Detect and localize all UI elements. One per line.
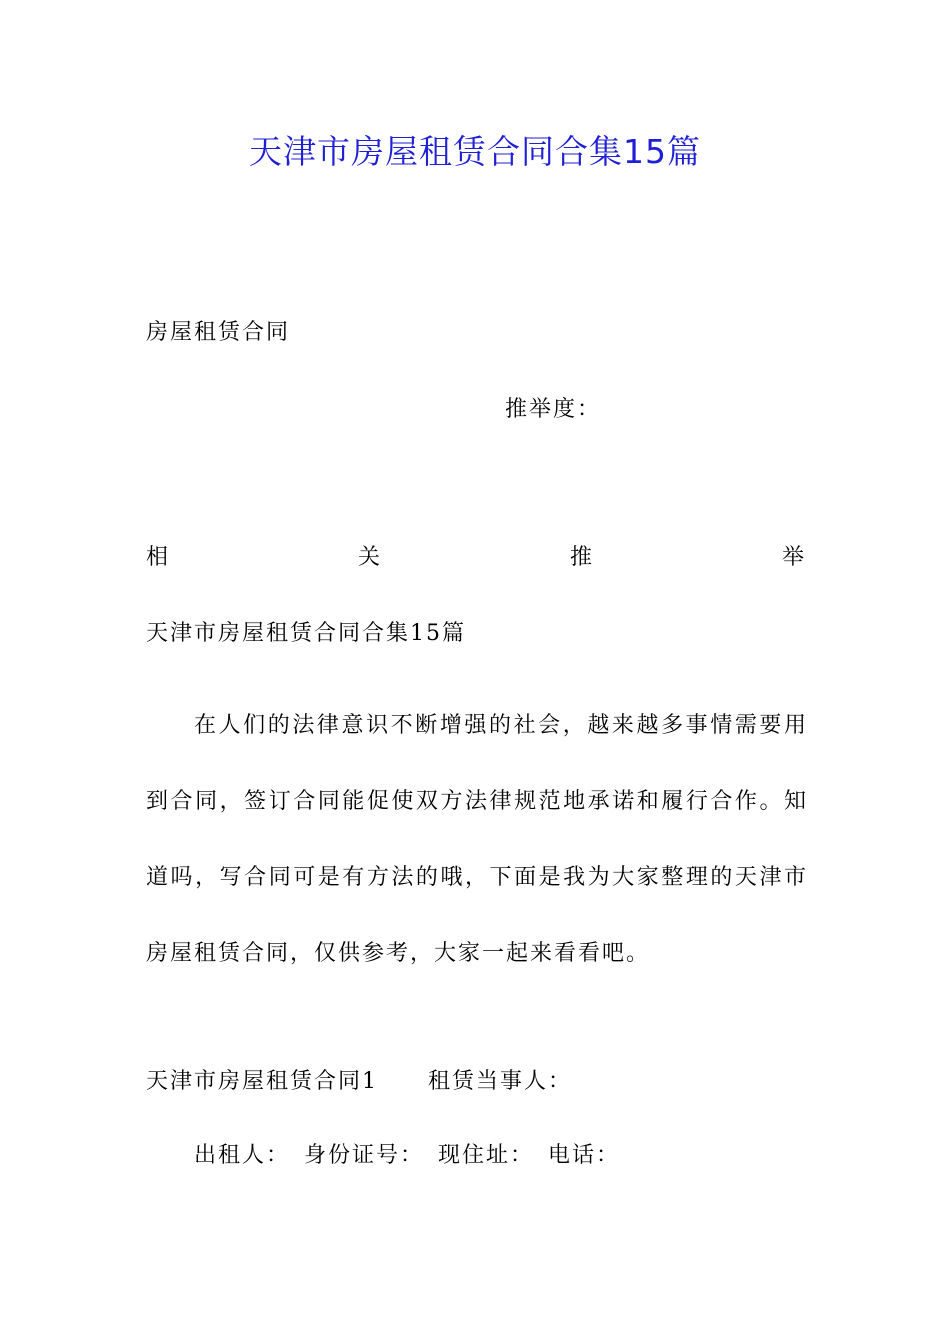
related-char-1: 相 [146,545,171,570]
id-number-label: 身份证号： [304,1143,425,1168]
intro-paragraph: 在人们的法律意识不断增强的社会，越来越多事情需要用到合同，签订合同能促使双方法律规范地承诺和履行合作。知道吗，写合同可是有方法的哦，下面是我为大家整理的天津市房屋租赁合同，仅供参考，大家一起来看看吧。 [146,713,808,966]
contract-1-parties: 租赁当事人： [428,1069,573,1094]
section-heading: 房屋租赁合同 [146,320,291,345]
address-label: 现住址： [438,1143,535,1168]
related-char-4: 举 [781,545,806,570]
contract-1-title: 天津市房屋租赁合同1 [146,1069,378,1094]
related-recommend-row [146,543,806,573]
contract-1-line [146,1067,572,1097]
related-char-2: 关 [357,545,382,570]
lessor-label: 出租人： [194,1143,291,1168]
related-char-3: 推 [569,545,594,570]
recommend-score-label: 推举度： [505,397,602,422]
phone-label: 电话： [548,1143,621,1168]
lessor-info-line [194,1141,620,1171]
related-title-link: 天津市房屋租赁合同合集15篇 [146,621,466,646]
document-title: 天津市房屋租赁合同合集15篇 [249,132,701,171]
